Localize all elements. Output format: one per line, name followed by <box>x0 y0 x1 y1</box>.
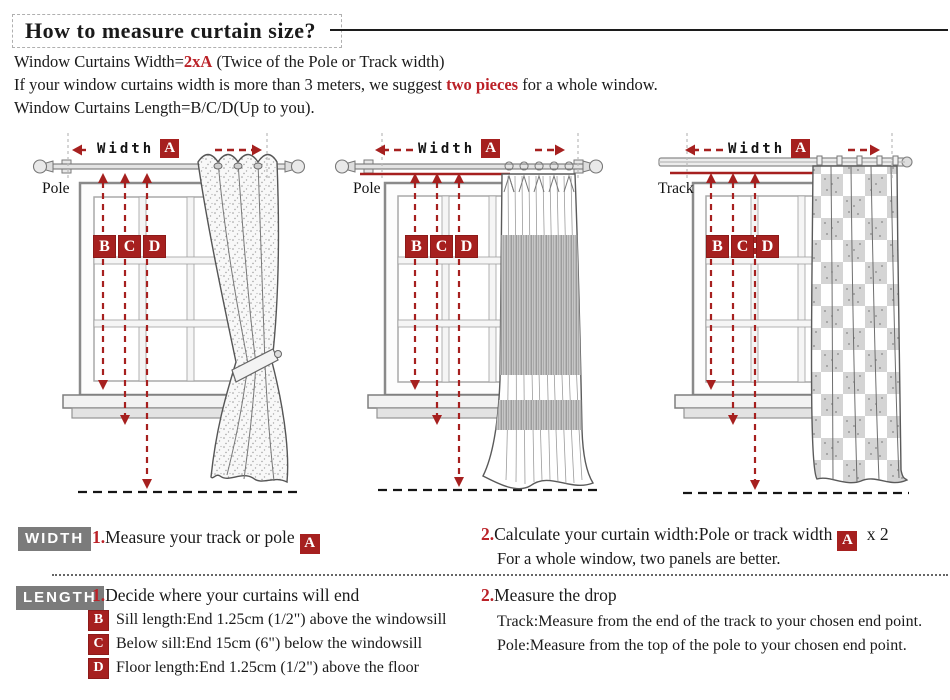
width-label <box>97 139 179 158</box>
width-step-1: 1.Measure your track or pole A <box>92 527 325 554</box>
width-word: Width <box>418 140 476 157</box>
pole-label: Pole <box>42 180 70 197</box>
badge-D: D <box>88 658 109 679</box>
width-label <box>418 139 500 158</box>
badge-C: C <box>731 235 754 258</box>
page-title <box>12 14 342 48</box>
width-word: Width <box>728 140 786 157</box>
length-option-sill: B Sill length:End 1.25cm (1/2") above the windowsill <box>88 608 447 632</box>
pole-label: Pole <box>353 180 381 197</box>
badge-D: D <box>143 235 166 258</box>
bcd-badges <box>93 235 166 258</box>
bcd-badges <box>405 235 478 258</box>
step-number: 2. <box>481 585 495 605</box>
intro-line-3: Window Curtains Length=B/C/D(Up to you). <box>14 98 315 117</box>
diagram-pole-grommet-curtain <box>15 130 320 510</box>
badge-A: A <box>300 534 320 554</box>
width-step-2: 2.Calculate your curtain width:Pole or track width A x 2 <box>481 524 889 551</box>
title-rule-line <box>330 29 948 31</box>
badge-C: C <box>88 634 109 655</box>
length-option-floor: D Floor length:End 1.25cm (1/2") above the floor <box>88 656 447 680</box>
width-section-badge: WIDTH <box>18 527 91 551</box>
diagram-track-checkered-curtain <box>645 130 950 510</box>
badge-B: B <box>93 235 116 258</box>
badge-A: A <box>481 139 500 158</box>
badge-A: A <box>160 139 179 158</box>
step-number: 1. <box>92 527 106 547</box>
section-divider <box>52 574 948 576</box>
bcd-badges <box>706 235 779 258</box>
length-options <box>88 608 447 680</box>
intro-line-1: Window Curtains Width=2xA (Twice of the Pole or Track width) <box>14 52 445 71</box>
width-label <box>728 139 810 158</box>
track-label: Track <box>658 180 694 197</box>
length-step-2: 2.Measure the drop <box>481 585 617 605</box>
length-section-badge: LENGTH <box>16 586 104 610</box>
width-word: Width <box>97 140 155 157</box>
badge-A: A <box>791 139 810 158</box>
drop-measure-notes <box>497 610 922 658</box>
checkered-curtain <box>812 156 907 483</box>
page-title-text: How to measure curtain size? <box>25 18 316 43</box>
drop-pole-line: Pole:Measure from the top of the pole to your chosen end point. <box>497 637 907 654</box>
badge-C: C <box>430 235 453 258</box>
badge-B: B <box>706 235 729 258</box>
intro-text <box>14 50 658 119</box>
step-number: 2. <box>481 524 495 544</box>
intro-line-2: If your window curtains width is more than 3 meters, we suggest two pieces for a whole window. <box>14 75 658 94</box>
badge-B: B <box>88 610 109 631</box>
curtain-pole <box>336 160 603 173</box>
badge-D: D <box>455 235 478 258</box>
length-option-below-sill: C Below sill:End 15cm (6") below the windowsill <box>88 632 447 656</box>
highlight-two-pieces: two pieces <box>446 75 519 94</box>
badge-C: C <box>118 235 141 258</box>
highlight-2xA: 2xA <box>183 52 213 71</box>
badge-A: A <box>837 531 857 551</box>
step-number: 1. <box>92 585 106 605</box>
badge-D: D <box>756 235 779 258</box>
drop-track-line: Track:Measure from the end of the track to your chosen end point. <box>497 613 923 630</box>
diagram-pole-pleated-curtain <box>330 130 635 510</box>
length-step-1: 1.Decide where your curtains will end <box>92 585 360 605</box>
width-step-2-note: For a whole window, two panels are better. <box>497 549 781 568</box>
badge-B: B <box>405 235 428 258</box>
